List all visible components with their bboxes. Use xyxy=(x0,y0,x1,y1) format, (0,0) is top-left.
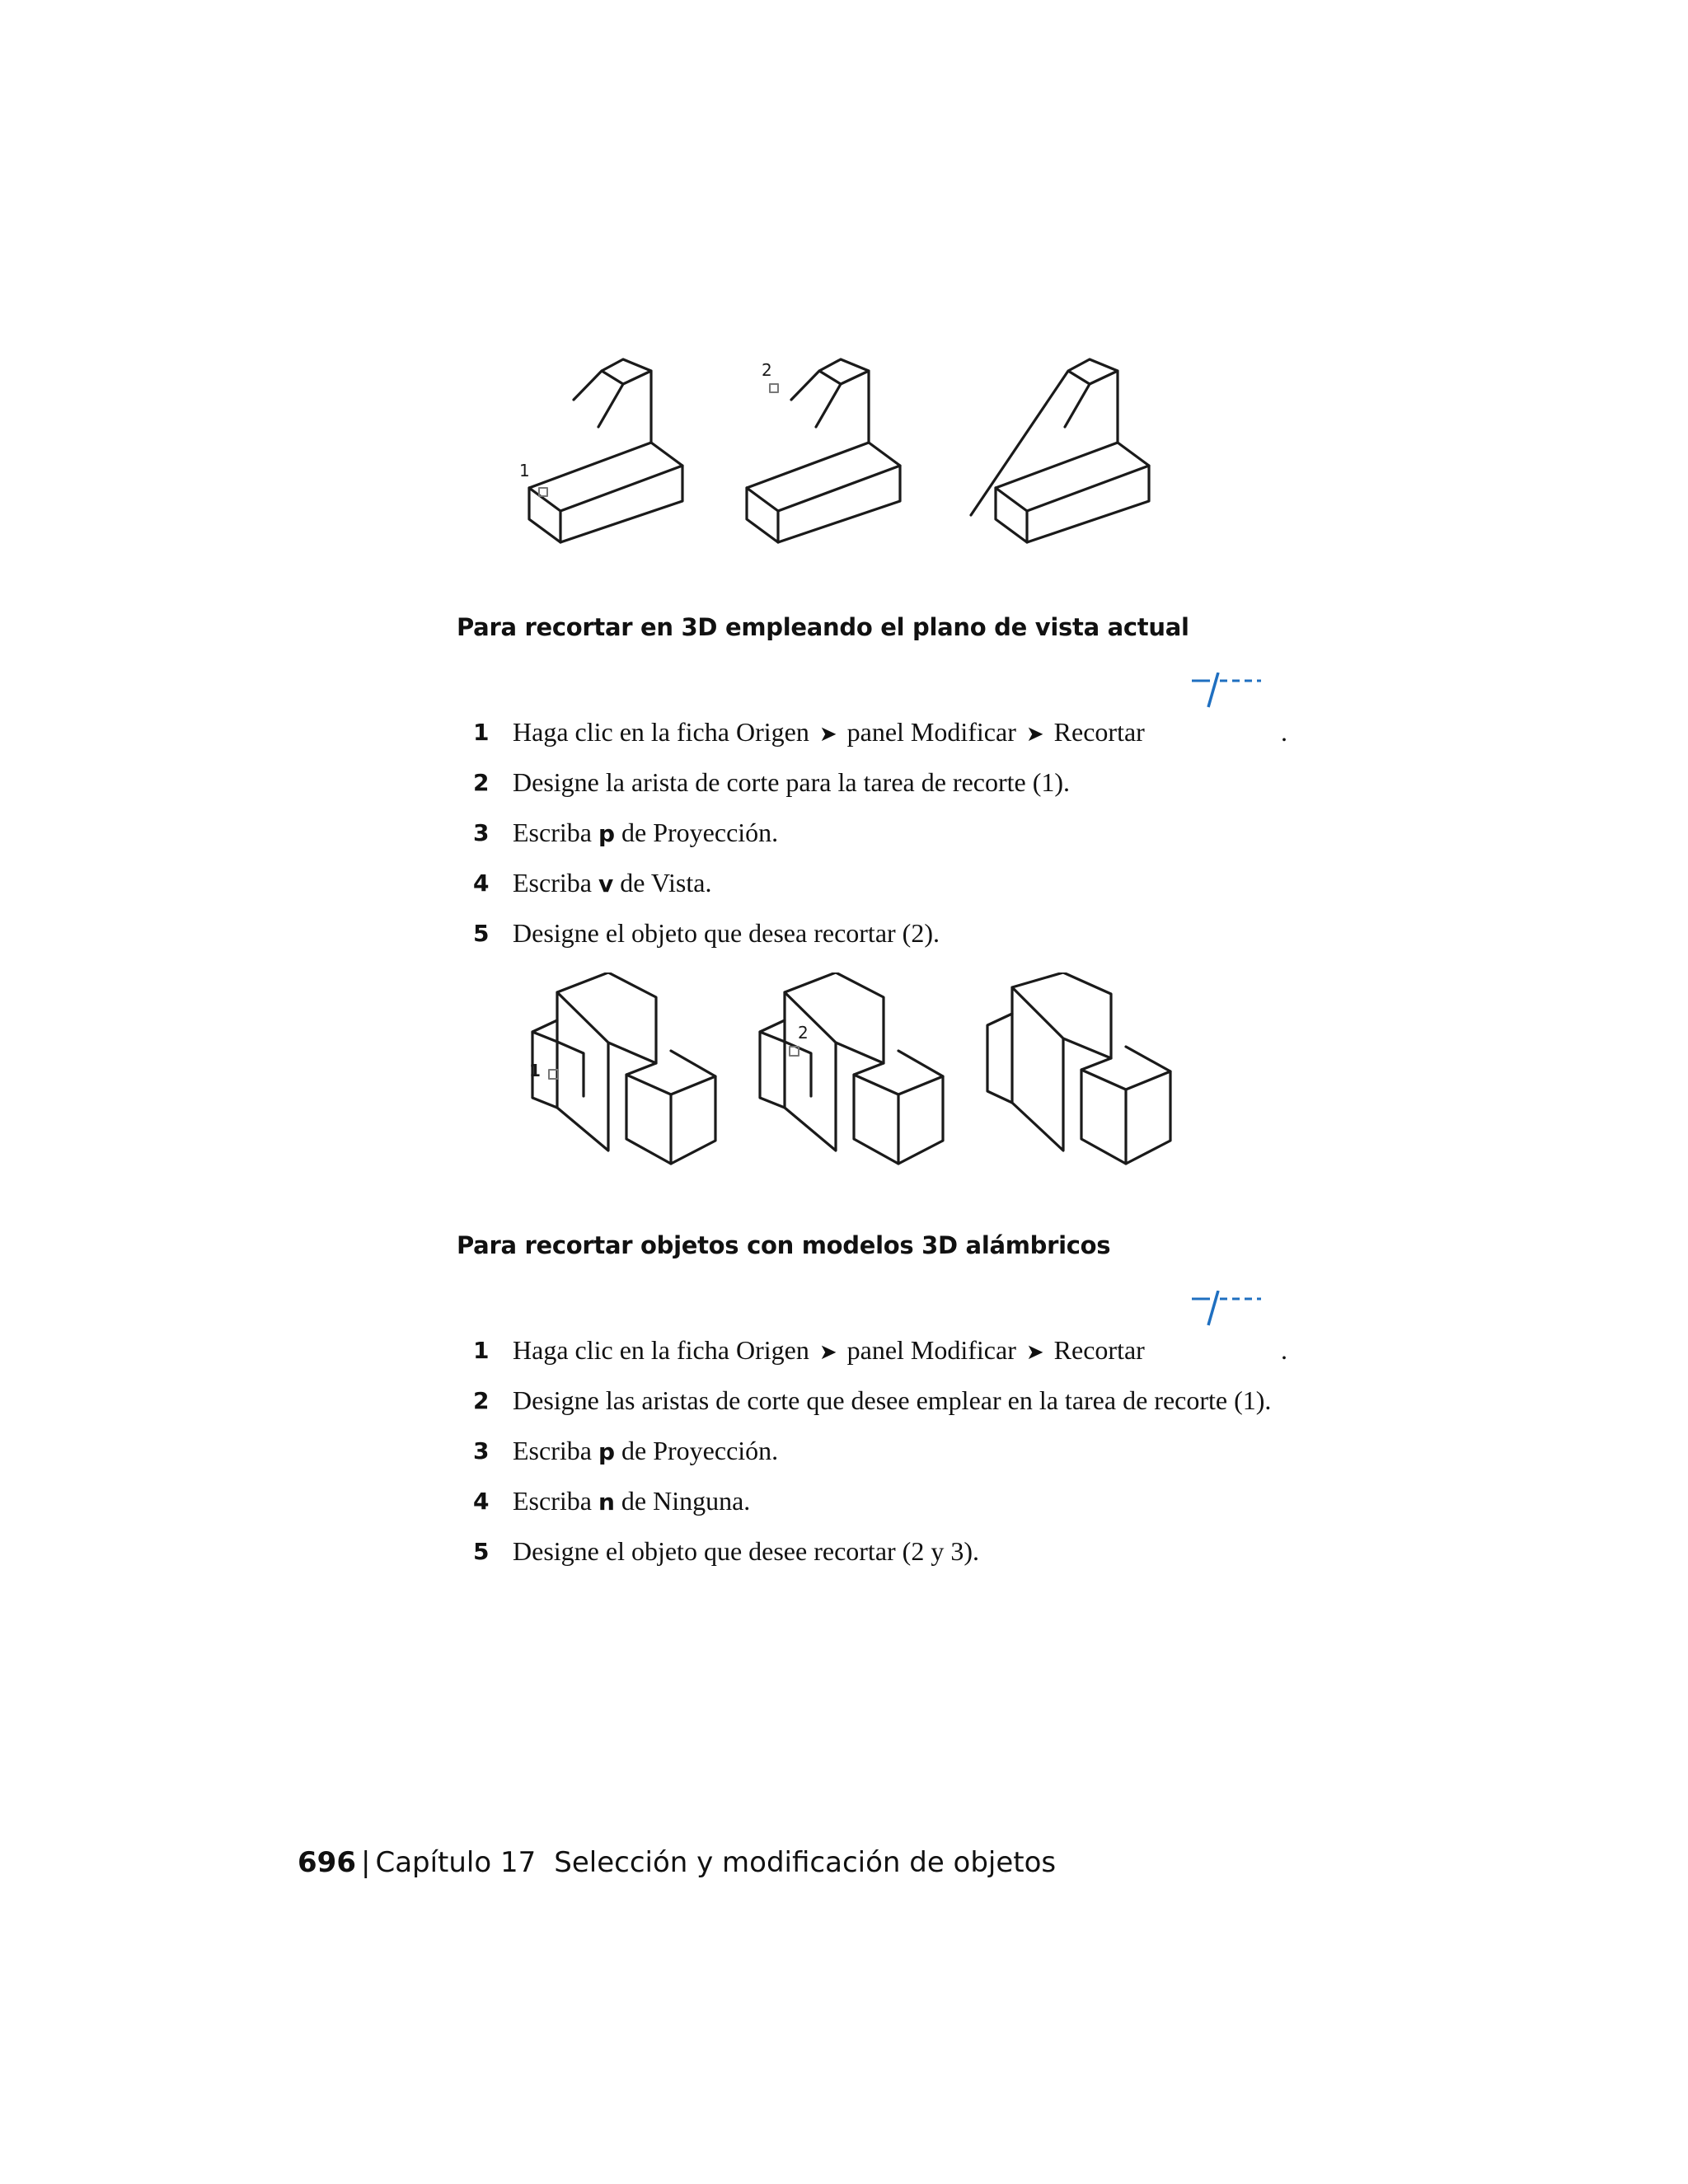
step-text: Escriba p de Proyección. xyxy=(513,818,779,847)
panel-b xyxy=(747,359,900,542)
figure-trim-3d-view-drawing xyxy=(509,354,1169,552)
step-text: Haga clic en la ficha Origen ➤ panel Modificar ➤ Recortar xyxy=(513,1335,1145,1365)
panel-c xyxy=(971,359,1149,542)
step-text: Escriba v de Vista. xyxy=(513,868,712,898)
command-key: p xyxy=(598,1438,615,1465)
chapter-label: Capítulo 17 xyxy=(375,1846,537,1879)
step-number: 2 xyxy=(473,1387,490,1414)
step-number: 4 xyxy=(473,1488,490,1515)
section2-title: Para recortar objetos con modelos 3D alámbricos xyxy=(457,1231,1111,1259)
step-number: 3 xyxy=(473,819,490,846)
figure-trim-3d-view xyxy=(509,354,1169,552)
step-text: Escriba p de Proyección. xyxy=(513,1436,779,1465)
figure1-label-2: 2 xyxy=(762,360,772,380)
panel-b xyxy=(760,972,943,1164)
command-key: n xyxy=(598,1488,615,1516)
step-text: Haga clic en la ficha Origen ➤ panel Modificar ➤ Recortar xyxy=(513,717,1145,747)
step-number: 5 xyxy=(473,920,490,947)
trim-icon xyxy=(1190,1291,1263,1329)
figure2-label-1: 1 xyxy=(529,1061,541,1080)
footer-separator: | xyxy=(360,1846,371,1879)
step-text: Designe el objeto que desea recortar (2). xyxy=(513,918,940,948)
panel-a xyxy=(529,972,715,1164)
step-text: Designe la arista de corte para la tarea de recorte (1). xyxy=(513,767,1071,797)
step-end: . xyxy=(1281,717,1287,747)
step-number: 1 xyxy=(473,1337,490,1364)
step-number: 3 xyxy=(473,1437,490,1465)
step-end: . xyxy=(1281,1335,1287,1365)
panel-a xyxy=(519,359,682,542)
figure1-label-1: 1 xyxy=(519,461,530,480)
step-text: Designe las aristas de corte que desee emplear en la tarea de recorte (1). xyxy=(513,1385,1272,1415)
arrow-right-icon: ➤ xyxy=(818,722,837,746)
figure-trim-wireframe-drawing xyxy=(509,972,1185,1170)
figure2-label-2: 2 xyxy=(798,1023,809,1043)
figure-trim-wireframe xyxy=(509,972,1185,1170)
step-number: 1 xyxy=(473,719,490,746)
arrow-right-icon: ➤ xyxy=(1025,1340,1044,1364)
trim-icon xyxy=(1190,673,1263,710)
panel-c xyxy=(987,972,1170,1164)
step-number: 5 xyxy=(473,1538,490,1565)
step-number: 2 xyxy=(473,769,490,796)
command-key: p xyxy=(598,820,615,847)
step-text: Designe el objeto que desee recortar (2 y 3). xyxy=(513,1536,979,1566)
page-number: 696 xyxy=(298,1846,356,1879)
arrow-right-icon: ➤ xyxy=(818,1340,837,1364)
chapter-title: Selección y modificación de objetos xyxy=(554,1846,1057,1879)
section1-title: Para recortar en 3D empleando el plano de vista actual xyxy=(457,613,1189,641)
arrow-right-icon: ➤ xyxy=(1025,722,1044,746)
step-text: Escriba n de Ninguna. xyxy=(513,1486,751,1516)
command-key: v xyxy=(598,870,614,898)
step-number: 4 xyxy=(473,869,490,897)
page-footer xyxy=(298,1846,1056,1879)
